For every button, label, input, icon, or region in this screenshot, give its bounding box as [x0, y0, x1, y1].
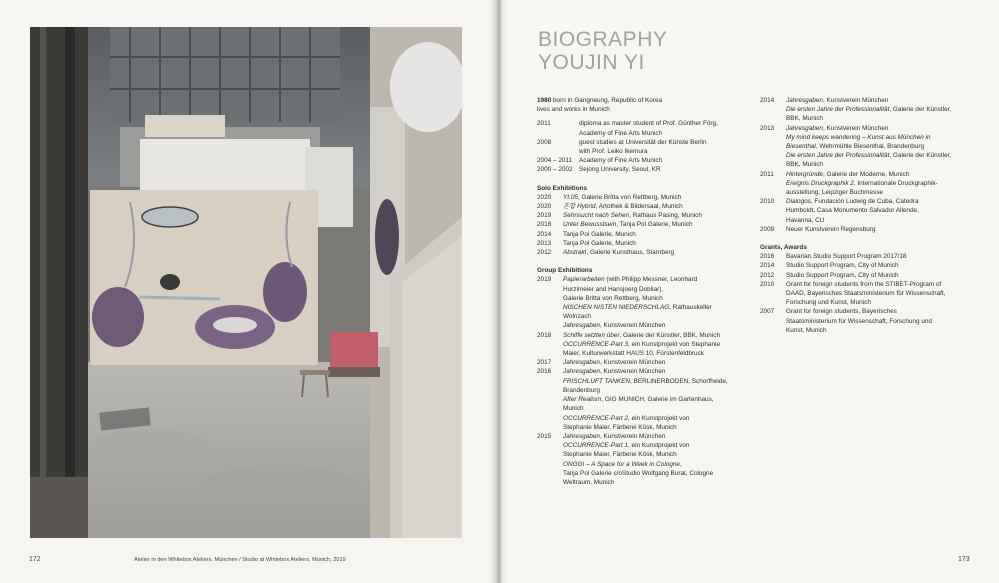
entry-year: 2016	[537, 368, 552, 376]
entry-year	[760, 298, 786, 307]
group-exhibition-entry	[537, 312, 755, 321]
entry-text: Munich	[563, 405, 584, 413]
entry-text: Brandenburg	[563, 386, 600, 394]
group-exhibition-entry	[537, 460, 755, 469]
group-heading: Group Exhibitions	[537, 267, 593, 275]
grant-entry	[760, 298, 960, 307]
education-entry	[537, 129, 755, 138]
group-exhibition-entry	[760, 124, 960, 133]
entry-text: Grant for foreign students from the STIBET-Program of	[786, 280, 942, 288]
entry-text: BBK, Munich	[786, 161, 823, 169]
solo-exhibition-entry	[537, 248, 755, 257]
entry-text: Dialogos, Fundación Ludwig de Cuba, Catedra	[786, 198, 919, 206]
entry-year: 2015	[537, 432, 552, 440]
entry-year	[537, 404, 563, 413]
entry-title: Papierarbeiten	[563, 276, 605, 284]
studio-photo	[30, 27, 462, 538]
entry-year	[760, 160, 786, 169]
group-exhibition-entry	[537, 450, 755, 459]
entry-title: Jahresgaben	[563, 432, 600, 440]
entry-text: Kunst, Munich	[786, 326, 827, 334]
entry-text: Hurzlmeier and Hansjoerg Dobliar),	[563, 285, 664, 293]
entry-year	[537, 441, 563, 450]
entry-year: 2010	[760, 280, 775, 288]
entry-text: 혼합 Hybrid, Artothek & Bildersaal, Munich	[563, 203, 683, 211]
entry-year: 2018	[537, 221, 552, 229]
entry-text: Weltraum, Munich	[563, 478, 615, 486]
entry-title: Sehnsucht nach Sehen	[563, 212, 630, 220]
entry-text: Havanna, CU	[786, 216, 825, 224]
group-exhibition-entry	[537, 303, 755, 312]
entry-text: Tanja Pol Galerie, Munich	[563, 230, 636, 238]
entry-text: Studio Support Program, City of Munich	[786, 262, 899, 270]
group-exhibition-entry	[760, 151, 960, 160]
group-exhibition-entry	[537, 395, 755, 404]
grant-entry	[760, 280, 960, 289]
group-exhibition-entry	[537, 349, 755, 358]
entry-year	[537, 423, 563, 432]
entry-text: Jahresgaben, Kunstverein München	[786, 124, 889, 132]
entry-text: Jahresgaben, Kunstverein München	[563, 368, 666, 376]
entry-text: Jahresgaben, Kunstverein München	[563, 359, 666, 367]
grants-heading: Grants, Awards	[760, 244, 807, 252]
entry-year	[760, 114, 786, 123]
solo-heading: Solo Exhibitions	[537, 184, 588, 192]
entry-text: Abstrakt, Galerie Kunsthaus, Starnberg	[563, 249, 675, 257]
title-line-biography: BIOGRAPHY	[538, 28, 668, 51]
entry-text: Grant for foreign students, Bayerisches	[786, 308, 897, 316]
entry-title: Jahresgaben	[786, 97, 823, 104]
entry-text: Wolnzach	[563, 313, 591, 321]
entry-title: Jahresgaben	[786, 124, 823, 132]
entry-year: 2008	[537, 138, 552, 146]
group-exhibition-entry	[537, 441, 755, 450]
entry-title: My mind keeps wandering – Kunst aus München in	[786, 133, 931, 141]
intro-birth	[537, 96, 755, 105]
entry-text: DAAD, Bayerisches Staatsministerium für Wissenschaft,	[786, 290, 946, 298]
entry-title: Die ersten Jahre der Professionalität	[786, 106, 890, 114]
entry-year: 2012	[760, 271, 775, 279]
entry-text: Sehnsucht nach Sehen, Rathaus Pasing, Munich	[563, 212, 702, 220]
group-exhibition-entry	[537, 414, 755, 423]
group-exhibition-entry	[537, 478, 755, 487]
entry-title: Hintergründe	[786, 170, 823, 178]
solo-exhibition-entry	[537, 230, 755, 239]
entry-title: 혼합 Hybrid	[563, 203, 596, 211]
group-exhibition-entry	[760, 160, 960, 169]
entry-year: 2020	[537, 203, 552, 211]
biography-column-right	[760, 96, 960, 335]
entry-year: 2013	[537, 239, 552, 247]
group-exhibition-entry	[760, 114, 960, 123]
entry-year	[760, 105, 786, 114]
entry-text: Papierarbeiten (with Philipp Messner, Leonhard	[563, 276, 698, 284]
entry-year: 2014	[537, 230, 552, 238]
group-exhibition-entry	[760, 170, 960, 179]
group-exhibition-entry	[760, 96, 960, 105]
education-entry	[537, 147, 755, 156]
entry-text: Jahresgaben, Kunstverein München	[563, 432, 666, 440]
entry-year: 2013	[760, 124, 775, 132]
entry-year	[537, 285, 563, 294]
entry-title: YI.05	[563, 193, 578, 201]
entry-year	[537, 460, 563, 469]
entry-year: 2019	[537, 212, 552, 220]
entry-year: 2004 – 2011	[537, 157, 573, 165]
biography-title	[538, 28, 667, 74]
solo-exhibition-entry	[537, 202, 755, 211]
entry-year	[760, 289, 786, 298]
entry-year: 2020	[537, 193, 552, 201]
birth-year: 1980	[537, 97, 552, 104]
entry-year: 2017	[537, 359, 552, 367]
entry-text: Stephanie Maier, Färberei Kösk, Munich	[563, 451, 677, 459]
group-exhibitions-continued	[760, 96, 960, 234]
entry-text: OCCURRENCE-Part 1, ein Kunstprojekt von	[563, 442, 690, 450]
grant-entry	[760, 317, 960, 326]
entry-text: Forschung und Kunst, Munich	[786, 299, 871, 307]
entry-year: 2012	[537, 249, 552, 257]
solo-exhibition-entry	[537, 239, 755, 248]
entry-year	[760, 133, 786, 142]
solo-exhibition-entry	[537, 193, 755, 202]
entry-title: Die ersten Jahre der Professionalität	[786, 152, 890, 160]
entry-text: Die ersten Jahre der Professionalität, Galerie der Künstler,	[786, 152, 952, 160]
title-line-name: YOUJIN YI	[538, 51, 645, 74]
entry-text: Academy of Fine Arts Munich	[579, 129, 663, 137]
solo-exhibition-entry	[537, 220, 755, 229]
birth-text: born in Gangneung, Republic of Korea	[553, 97, 663, 104]
entry-year	[537, 478, 563, 487]
entry-year: 2007	[760, 308, 775, 316]
entry-text: Jahresgaben, Kunstverein München	[786, 97, 889, 104]
entry-title: Ereignis Druckgraphik 2	[786, 179, 854, 187]
entry-text: Studio Support Program, City of Munich	[786, 271, 899, 279]
entry-text: Die ersten Jahre der Professionalität, Galerie der Künstler,	[786, 106, 952, 114]
entry-text: Maier, Kulturwerkstatt HAUS 10, Fürstenfeldbruck	[563, 350, 705, 358]
entry-year: 2011	[537, 120, 551, 128]
entry-text: Neuer Kunstverein Regensburg	[786, 225, 876, 233]
education-entry	[537, 156, 755, 165]
group-exhibition-entry	[537, 340, 755, 349]
group-exhibition-entry	[537, 367, 755, 376]
entry-text: ONGGI – A Space for a Week in Cologne,	[563, 460, 682, 468]
education-entry	[537, 138, 755, 147]
entry-title: OCCURRENCE-Part 3	[563, 340, 628, 348]
education-list	[537, 119, 755, 174]
entry-year: 2011	[760, 170, 774, 178]
group-exhibition-entry	[537, 432, 755, 441]
entry-title: ONGGI – A Space for a Week in Cologne	[563, 460, 680, 468]
education-entry	[537, 165, 755, 174]
entry-text: guest studies at Universität der Künste Berlin	[579, 138, 707, 146]
entry-text: BBK, Munich	[786, 115, 823, 123]
entry-year	[537, 395, 563, 404]
entry-year: 2014	[760, 97, 775, 104]
group-exhibition-entry	[537, 321, 755, 330]
entry-text: YI.05, Galerie Britta von Rettberg, Munich	[563, 193, 682, 201]
entry-text: FRISCHLUFT TANKEN, BERLINERBODEN, Schorfheide,	[563, 377, 728, 385]
entry-title: NISCHEN NISTEN NIEDERSCHLAG	[563, 304, 670, 312]
group-exhibition-entry	[537, 285, 755, 294]
entry-year	[537, 469, 563, 478]
entry-year	[537, 147, 579, 156]
group-exhibition-entry	[760, 206, 960, 215]
entry-year: 2019	[537, 276, 552, 284]
group-exhibition-entry	[760, 216, 960, 225]
entry-title: Abstrakt	[563, 249, 587, 257]
left-page	[0, 0, 497, 583]
group-exhibitions-list	[537, 275, 755, 487]
grant-entry	[760, 271, 960, 280]
entry-year	[537, 386, 563, 395]
entry-year	[760, 317, 786, 326]
entry-text: Schiffe setzten über, Galerie der Künstler, BBK, Munich	[563, 331, 721, 339]
group-exhibition-entry	[760, 133, 960, 142]
entry-text: ausstellung, Leipziger Buchmesse	[786, 189, 883, 197]
entry-year	[537, 340, 563, 349]
page-number-right: 173	[958, 556, 970, 563]
entry-year	[760, 151, 786, 160]
entry-year	[537, 450, 563, 459]
solo-exhibition-entry	[537, 211, 755, 220]
entry-text: Tanja Pol Galerie c/oStudio Wolfgang Burat, Cologne	[563, 469, 714, 477]
entry-text: Galerie Britta von Rettberg, Munich	[563, 294, 663, 302]
entry-text: Ereignis Druckgraphik 2, Internationale Druckgraphik-	[786, 179, 938, 187]
entry-title: FRISCHLUFT TANKEN	[563, 377, 630, 385]
grants-list	[760, 252, 960, 335]
entry-year	[760, 142, 786, 151]
entry-title: Jahresgaben	[563, 322, 600, 330]
entry-text: Staatsministerium für Wissenschaft, Forschung und	[786, 317, 932, 325]
entry-title: After Realism	[563, 396, 602, 404]
entry-title: Unter Bewusstsein	[563, 221, 617, 229]
entry-year	[537, 377, 563, 386]
grant-entry	[760, 326, 960, 335]
intro-lives: lives and works in Munich	[537, 106, 610, 114]
entry-title: Schiffe setzten über	[563, 331, 620, 339]
entry-text: OCCURRENCE-Part 3, ein Kunstprojekt von Stephanie	[563, 340, 720, 348]
entry-text: After Realism, GIG MUNICH, Galerie im Gartenhaus,	[563, 396, 714, 404]
education-entry	[537, 119, 755, 128]
group-exhibition-entry	[537, 331, 755, 340]
group-exhibition-entry	[760, 225, 960, 234]
entry-year: 2010	[760, 198, 775, 206]
entry-text: Tanja Pol Galerie, Munich	[563, 239, 636, 247]
entry-year	[760, 206, 786, 215]
grant-entry	[760, 261, 960, 270]
entry-text: NISCHEN NISTEN NIEDERSCHLAG, Rathauskeller	[563, 304, 712, 312]
entry-text: Academy of Fine Arts Munich	[579, 157, 663, 165]
group-exhibition-entry	[537, 404, 755, 413]
solo-exhibitions-list	[537, 193, 755, 257]
entry-year: 2016	[760, 253, 775, 261]
entry-title: OCCURRENCE-Part 2	[563, 414, 628, 422]
entry-text: with Prof. Leiko Ikemura	[579, 148, 648, 156]
entry-year	[537, 129, 579, 138]
group-exhibition-entry	[537, 294, 755, 303]
entry-year	[760, 179, 786, 188]
page-number-left: 172	[29, 556, 41, 563]
entry-text: Sejong University, Seoul, KR	[579, 166, 661, 174]
entry-title: Jahresgaben	[563, 368, 600, 376]
entry-text: Bavarian Studio Support Program 2017/18	[786, 253, 907, 261]
entry-year	[537, 294, 563, 303]
grant-entry	[760, 252, 960, 261]
entry-year	[760, 326, 786, 335]
entry-year	[760, 216, 786, 225]
group-exhibition-entry	[760, 142, 960, 151]
entry-title: OCCURRENCE-Part 1	[563, 442, 628, 450]
group-exhibition-entry	[760, 197, 960, 206]
group-exhibition-entry	[760, 105, 960, 114]
entry-text: Biesenthal, Wehrmühle Biesenthal, Brandenburg	[786, 143, 925, 151]
entry-year	[537, 312, 563, 321]
group-exhibition-entry	[760, 179, 960, 188]
entry-year	[537, 349, 563, 358]
group-exhibition-entry	[537, 423, 755, 432]
entry-title: Dialogos	[786, 198, 811, 206]
entry-year: 2014	[760, 262, 775, 270]
entry-year: 2018	[537, 331, 552, 339]
entry-year	[537, 303, 563, 312]
entry-text: Jahresgaben, Kunstverein München	[563, 322, 666, 330]
entry-text: diploma as master student of Prof. Günther Förg,	[579, 120, 718, 128]
biography-column-left	[537, 96, 755, 487]
group-exhibition-entry	[537, 358, 755, 367]
photo-caption: Atelier in den Whitebox Ateliers, München / Studio at Whitebox Ateliers, Munich, 2019	[134, 557, 346, 563]
entry-text	[786, 133, 960, 142]
group-exhibition-entry	[537, 469, 755, 478]
entry-year	[760, 188, 786, 197]
group-exhibition-entry	[760, 188, 960, 197]
group-exhibition-entry	[537, 377, 755, 386]
group-exhibition-entry	[537, 275, 755, 284]
entry-text: Stephanie Maier, Färberei Kösk, Munich	[563, 423, 677, 431]
grant-entry	[760, 289, 960, 298]
group-exhibition-entry	[537, 386, 755, 395]
entry-year: 2000 – 2002	[537, 166, 573, 174]
entry-year	[537, 414, 563, 423]
book-gutter	[490, 0, 508, 583]
entry-title: Biesenthal	[786, 143, 816, 151]
entry-text: Hintergründe, Galerie der Moderne, Munich	[786, 170, 910, 178]
entry-year: 2009	[760, 225, 775, 233]
entry-text: Humboldt, Casa Monumento Salvador Allende,	[786, 207, 919, 215]
grant-entry	[760, 307, 960, 316]
entry-text: OCCURRENCE-Part 2, ein Kunstprojekt von	[563, 414, 690, 422]
entry-text: Unter Bewusstsein, Tanja Pol Galerie, Munich	[563, 221, 693, 229]
entry-title: Jahresgaben	[563, 359, 600, 367]
entry-year	[537, 321, 563, 330]
